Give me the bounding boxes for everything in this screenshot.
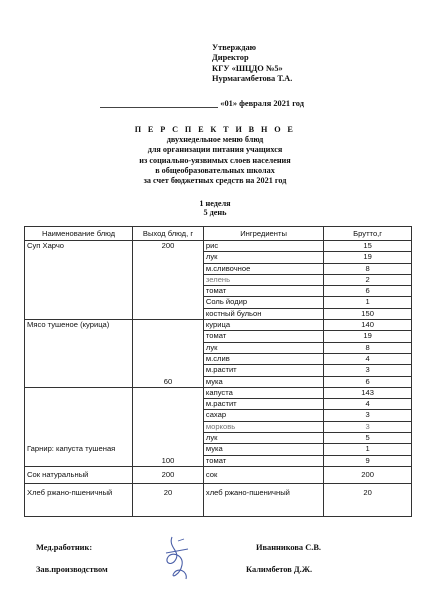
ingredient-name: морковь <box>203 421 323 432</box>
title-line-2: двухнедельное меню блюд <box>166 135 264 145</box>
ingredient-gross: 2 <box>324 274 412 285</box>
dish-name: Мясо тушеное (курица) <box>25 320 133 388</box>
ingredient-gross: 19 <box>324 252 412 263</box>
title-line-4: из социально-уязвимых слоев населения <box>139 155 291 165</box>
production-head-label: Зав.производством <box>36 565 108 574</box>
table-row <box>25 387 412 398</box>
week-day-heading <box>0 199 430 217</box>
production-head-name: Калимбетов Д.Ж. <box>246 565 313 574</box>
ingredient-gross: 9 <box>324 455 412 466</box>
table-row <box>25 320 412 331</box>
med-worker-label: Мед.работник: <box>36 543 93 552</box>
ingredient-gross: 3 <box>324 421 412 432</box>
table-row <box>25 241 412 252</box>
ingredient-gross: 1 <box>324 444 412 455</box>
ingredient-gross: 143 <box>324 387 412 398</box>
dish-output: 100 <box>133 387 204 466</box>
ingredient-name: томат <box>203 331 323 342</box>
title-line-1: П Е Р С П Е К Т И В Н О Е <box>134 125 296 134</box>
production-head-row <box>36 565 416 577</box>
day-label: 5 день <box>203 208 227 217</box>
ingredient-name: лук <box>203 252 323 263</box>
ingredient-gross: 1 <box>324 297 412 308</box>
ingredient-gross: 3 <box>324 410 412 421</box>
ingredient-gross: 20 <box>324 483 412 516</box>
approval-line-1: Утверждаю <box>212 43 257 52</box>
dish-output: 200 <box>133 241 204 320</box>
ingredient-name: м.растит <box>203 399 323 410</box>
dish-output: 60 <box>133 320 204 388</box>
ingredient-name: м.сливочное <box>203 263 323 274</box>
med-worker-row <box>36 543 416 555</box>
ingredient-gross: 6 <box>324 376 412 387</box>
approval-line-4: Нурмагамбетова Т.А. <box>212 74 293 84</box>
dish-name: Сок натуральный <box>25 466 133 483</box>
document-title <box>0 125 430 186</box>
header-output: Выход блюд, г <box>133 227 204 241</box>
approval-line-2: Директор <box>212 53 249 63</box>
dish-output: 20 <box>133 483 204 516</box>
header-ingredients: Ингредиенты <box>203 227 323 241</box>
title-line-6: за счет бюджетных средств на 2021 год <box>143 176 287 186</box>
ingredient-gross: 19 <box>324 331 412 342</box>
ingredient-gross: 15 <box>324 241 412 252</box>
ingredient-name: рис <box>203 241 323 252</box>
ingredient-gross: 5 <box>324 433 412 444</box>
ingredient-name: мука <box>203 376 323 387</box>
ingredient-name: томат <box>203 286 323 297</box>
ingredient-gross: 4 <box>324 353 412 364</box>
dish-name: Суп Харчо <box>25 241 133 320</box>
ingredient-gross: 6 <box>324 286 412 297</box>
ingredient-name: капуста <box>203 387 323 398</box>
ingredient-name: м.растит <box>203 365 323 376</box>
ingredient-gross: 140 <box>324 320 412 331</box>
ingredient-name: лук <box>203 342 323 353</box>
approval-block <box>212 43 304 108</box>
dish-output: 200 <box>133 466 204 483</box>
ingredient-name: сок <box>203 466 323 483</box>
med-worker-name: Иванникова С.В. <box>256 543 322 552</box>
ingredient-name: м.слив <box>203 353 323 364</box>
header-dish-name: Наименование блюд <box>25 227 133 241</box>
ingredient-name: Соль йодир <box>203 297 323 308</box>
table-row <box>25 483 412 516</box>
menu-table <box>24 226 412 517</box>
dish-name: Гарнир: капуста тушеная <box>25 387 133 466</box>
header-gross: Брутто,г <box>324 227 412 241</box>
ingredient-gross: 4 <box>324 399 412 410</box>
ingredient-gross: 3 <box>324 365 412 376</box>
ingredient-name: зелень <box>203 274 323 285</box>
ingredient-name: лук <box>203 433 323 444</box>
ingredient-name: курица <box>203 320 323 331</box>
ingredient-gross: 200 <box>324 466 412 483</box>
approval-date: «01» февраля 2021 год <box>220 99 304 108</box>
title-line-5: в общеобразовательных школах <box>155 165 275 175</box>
title-line-3: для организации питания учащихся <box>147 145 283 155</box>
ingredient-name: томат <box>203 455 323 466</box>
ingredient-name: костный бульон <box>203 308 323 319</box>
ingredient-name: мука <box>203 444 323 455</box>
ingredient-name: хлеб ржано-пшеничный <box>203 483 323 516</box>
ingredient-gross: 150 <box>324 308 412 319</box>
week-label: 1 неделя <box>199 199 231 208</box>
ingredient-gross: 8 <box>324 342 412 353</box>
ingredient-name: сахар <box>203 410 323 421</box>
dish-name: Хлеб ржано-пшеничный <box>25 483 133 516</box>
ingredient-gross: 8 <box>324 263 412 274</box>
approval-line-3: КГУ «ШЦДО №5» <box>212 63 283 73</box>
table-header-row <box>25 227 412 241</box>
table-row <box>25 466 412 483</box>
